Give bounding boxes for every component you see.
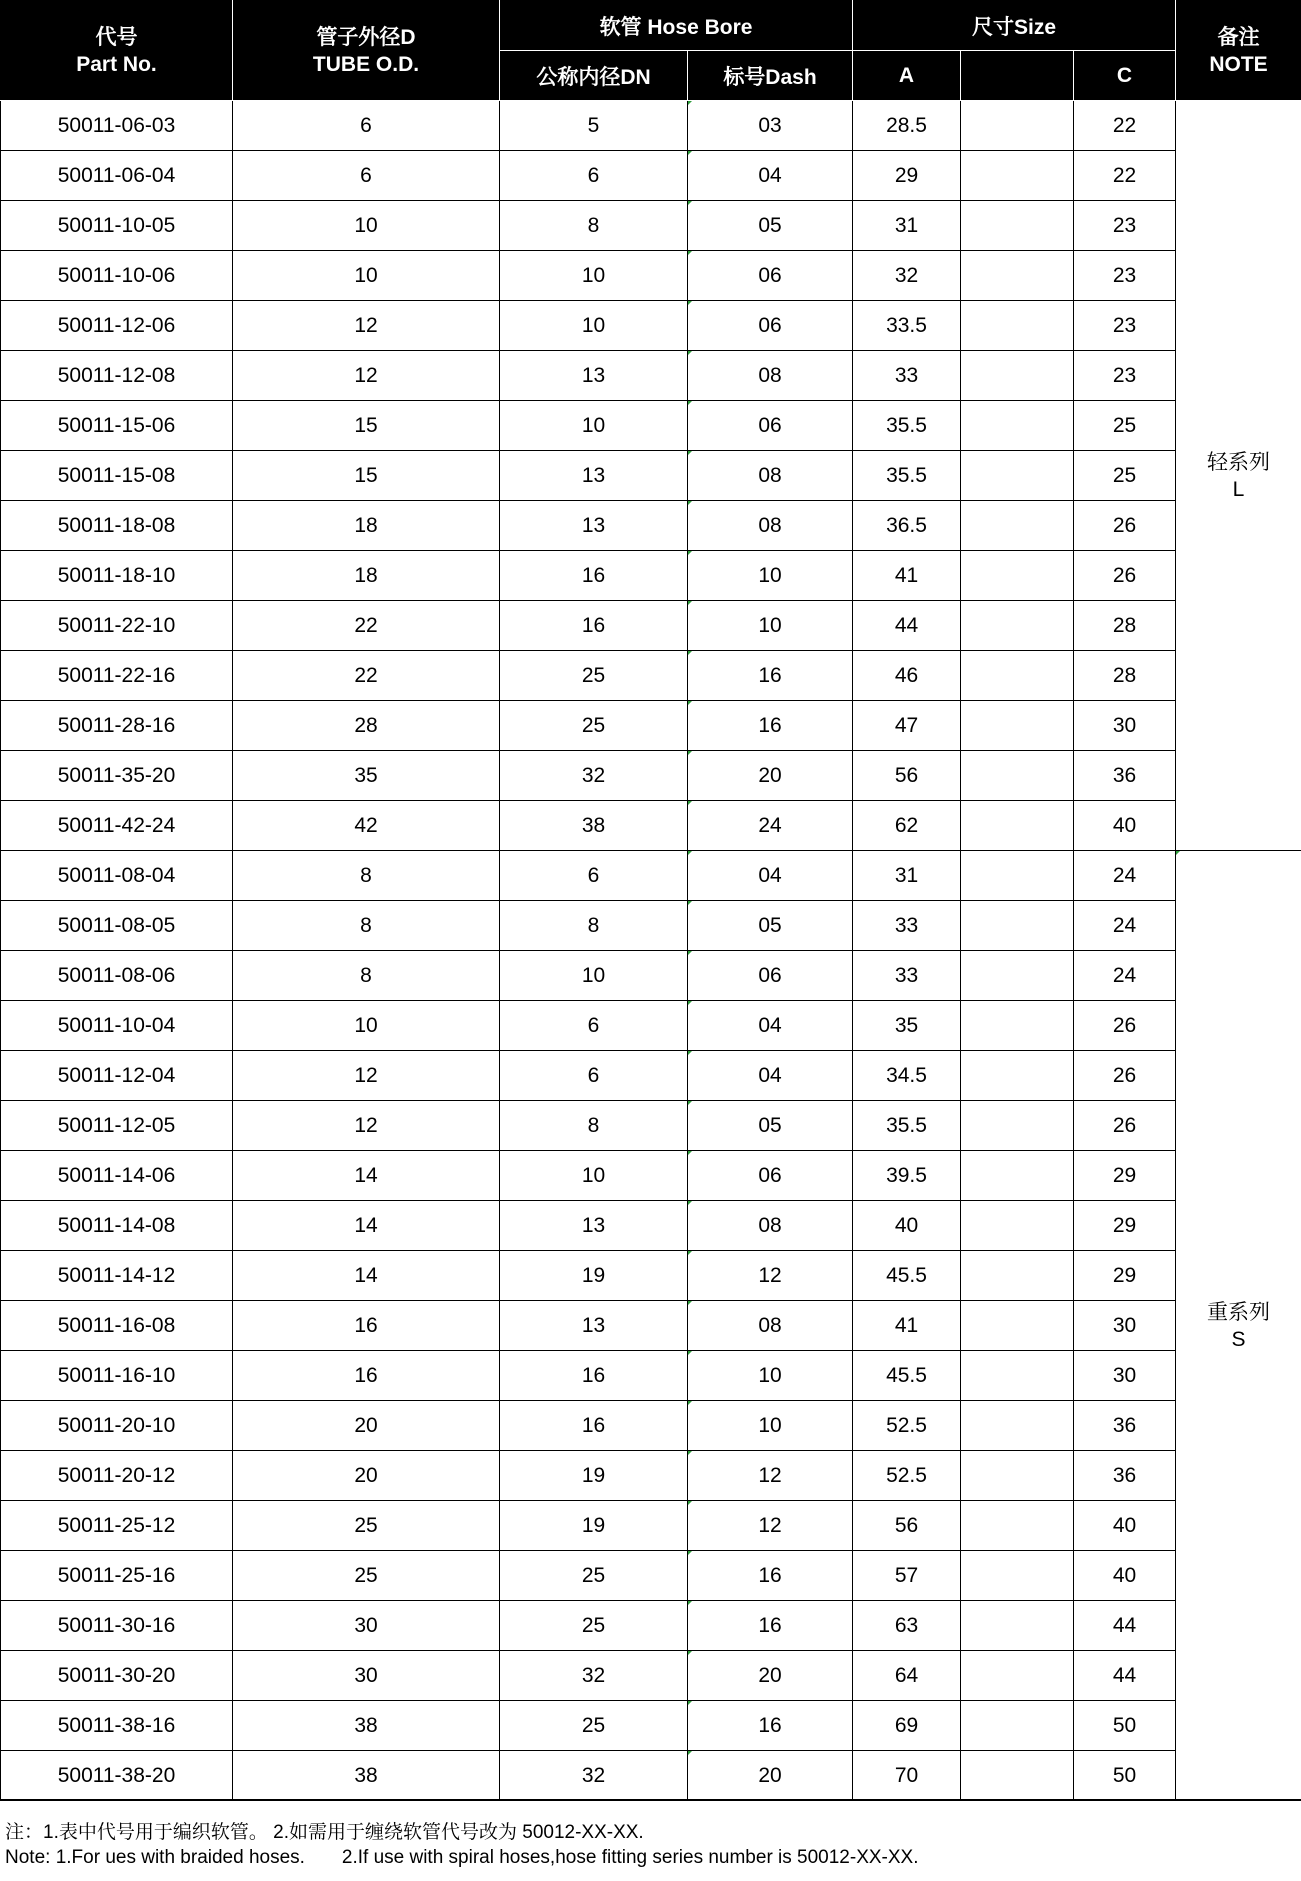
table-row: [1, 1401, 1301, 1451]
c-cell: 50: [1074, 1751, 1176, 1801]
c-cell: 24: [1074, 951, 1176, 1001]
header-note-zh: 备注: [1217, 25, 1260, 49]
a-cell: 33.5: [853, 301, 961, 351]
tube-od-cell: 16: [233, 1301, 500, 1351]
b-cell: [961, 1251, 1074, 1301]
header-part-no-en: Part No.: [76, 52, 157, 76]
table-row: [1, 1001, 1301, 1051]
c-cell: 40: [1074, 1501, 1176, 1551]
part-no-cell: 50011-14-12: [1, 1251, 233, 1301]
part-no-cell: 50011-10-06: [1, 251, 233, 301]
table-row: [1, 201, 1301, 251]
table-row: [1, 751, 1301, 801]
a-cell: 52.5: [853, 1401, 961, 1451]
header-dn: 公称内径DN: [500, 51, 688, 101]
table-row: [1, 1301, 1301, 1351]
part-no-cell: 50011-25-16: [1, 1551, 233, 1601]
tube-od-cell: 20: [233, 1401, 500, 1451]
a-cell: 62: [853, 801, 961, 851]
part-no-cell: 50011-10-04: [1, 1001, 233, 1051]
tube-od-cell: 12: [233, 1051, 500, 1101]
c-cell: 26: [1074, 1001, 1176, 1051]
table-row: [1, 551, 1301, 601]
table-row: [1, 1351, 1301, 1401]
dash-cell: 12: [688, 1251, 853, 1301]
tube-od-cell: 25: [233, 1551, 500, 1601]
tube-od-cell: 14: [233, 1251, 500, 1301]
tube-od-cell: 6: [233, 151, 500, 201]
b-cell: [961, 351, 1074, 401]
c-cell: 36: [1074, 751, 1176, 801]
part-no-cell: 50011-18-10: [1, 551, 233, 601]
dash-cell: 08: [688, 1201, 853, 1251]
tube-od-cell: 38: [233, 1751, 500, 1801]
c-cell: 30: [1074, 701, 1176, 751]
dash-cell: 05: [688, 1101, 853, 1151]
header-c: C: [1074, 51, 1176, 101]
dn-cell: 10: [500, 401, 688, 451]
a-cell: 35.5: [853, 451, 961, 501]
tube-od-cell: 38: [233, 1701, 500, 1751]
footnote: [0, 1799, 1301, 1881]
a-cell: 45.5: [853, 1251, 961, 1301]
dn-cell: 8: [500, 201, 688, 251]
dn-cell: 32: [500, 1751, 688, 1801]
part-no-cell: 50011-08-04: [1, 851, 233, 901]
dash-cell: 03: [688, 101, 853, 151]
dn-cell: 25: [500, 651, 688, 701]
part-no-cell: 50011-38-20: [1, 1751, 233, 1801]
dn-cell: 6: [500, 1001, 688, 1051]
dn-cell: 8: [500, 1101, 688, 1151]
table-row: [1, 251, 1301, 301]
dash-cell: 04: [688, 1001, 853, 1051]
table-row: [1, 651, 1301, 701]
a-cell: 69: [853, 1701, 961, 1751]
header-tube-od-zh: 管子外径D: [316, 25, 416, 49]
a-cell: 31: [853, 851, 961, 901]
part-no-cell: 50011-38-16: [1, 1701, 233, 1751]
a-cell: 57: [853, 1551, 961, 1601]
c-cell: 23: [1074, 301, 1176, 351]
b-cell: [961, 151, 1074, 201]
b-cell: [961, 601, 1074, 651]
note-light-series: [1176, 101, 1301, 851]
c-cell: 44: [1074, 1601, 1176, 1651]
a-cell: 34.5: [853, 1051, 961, 1101]
note-light-en: L: [1232, 477, 1245, 501]
part-no-cell: 50011-12-06: [1, 301, 233, 351]
part-no-cell: 50011-35-20: [1, 751, 233, 801]
table-row: [1, 151, 1301, 201]
dn-cell: 16: [500, 1351, 688, 1401]
tube-od-cell: 15: [233, 451, 500, 501]
dash-cell: 08: [688, 351, 853, 401]
table-row: [1, 1201, 1301, 1251]
a-cell: 32: [853, 251, 961, 301]
part-no-cell: 50011-22-16: [1, 651, 233, 701]
dash-cell: 08: [688, 501, 853, 551]
a-cell: 56: [853, 1501, 961, 1551]
b-cell: [961, 501, 1074, 551]
dash-cell: 20: [688, 1651, 853, 1701]
b-cell: [961, 951, 1074, 1001]
table-row: [1, 951, 1301, 1001]
table-row: [1, 1151, 1301, 1201]
part-no-cell: 50011-12-08: [1, 351, 233, 401]
c-cell: 24: [1074, 901, 1176, 951]
c-cell: 25: [1074, 451, 1176, 501]
tube-od-cell: 10: [233, 201, 500, 251]
b-cell: [961, 1051, 1074, 1101]
table-row: [1, 451, 1301, 501]
tube-od-cell: 30: [233, 1601, 500, 1651]
header-tube-od: [233, 1, 500, 101]
dash-cell: 24: [688, 801, 853, 851]
part-no-cell: 50011-15-06: [1, 401, 233, 451]
a-cell: 39.5: [853, 1151, 961, 1201]
dn-cell: 16: [500, 551, 688, 601]
table-row: [1, 701, 1301, 751]
part-no-cell: 50011-22-10: [1, 601, 233, 651]
part-no-cell: 50011-06-04: [1, 151, 233, 201]
header-a: A: [853, 51, 961, 101]
tube-od-cell: 12: [233, 1101, 500, 1151]
c-cell: 29: [1074, 1201, 1176, 1251]
b-cell: [961, 651, 1074, 701]
dash-cell: 12: [688, 1451, 853, 1501]
header-part-no: [1, 1, 233, 101]
a-cell: 45.5: [853, 1351, 961, 1401]
dash-cell: 06: [688, 301, 853, 351]
dn-cell: 13: [500, 501, 688, 551]
a-cell: 35: [853, 1001, 961, 1051]
table-row: [1, 1501, 1301, 1551]
tube-od-cell: 15: [233, 401, 500, 451]
a-cell: 63: [853, 1601, 961, 1651]
tube-od-cell: 10: [233, 1001, 500, 1051]
header-tube-od-en: TUBE O.D.: [312, 52, 420, 76]
b-cell: [961, 1601, 1074, 1651]
part-no-cell: 50011-18-08: [1, 501, 233, 551]
tube-od-cell: 12: [233, 301, 500, 351]
dn-cell: 25: [500, 701, 688, 751]
b-cell: [961, 801, 1074, 851]
tube-od-cell: 6: [233, 101, 500, 151]
dn-cell: 32: [500, 1651, 688, 1701]
dn-cell: 25: [500, 1601, 688, 1651]
c-cell: 28: [1074, 651, 1176, 701]
dn-cell: 10: [500, 1151, 688, 1201]
tube-od-cell: 30: [233, 1651, 500, 1701]
table-row: [1, 501, 1301, 551]
b-cell: [961, 1451, 1074, 1501]
table-row: [1, 1451, 1301, 1501]
dash-cell: 10: [688, 601, 853, 651]
a-cell: 31: [853, 201, 961, 251]
table-row: [1, 851, 1301, 901]
part-no-cell: 50011-20-10: [1, 1401, 233, 1451]
tube-od-cell: 22: [233, 651, 500, 701]
b-cell: [961, 401, 1074, 451]
tube-od-cell: 18: [233, 501, 500, 551]
dn-cell: 5: [500, 101, 688, 151]
b-cell: [961, 1551, 1074, 1601]
tube-od-cell: 8: [233, 951, 500, 1001]
note-light-zh: 轻系列: [1207, 450, 1270, 474]
dn-cell: 10: [500, 251, 688, 301]
a-cell: 36.5: [853, 501, 961, 551]
c-cell: 40: [1074, 801, 1176, 851]
a-cell: 47: [853, 701, 961, 751]
c-cell: 50: [1074, 1701, 1176, 1751]
a-cell: 28.5: [853, 101, 961, 151]
part-no-cell: 50011-20-12: [1, 1451, 233, 1501]
a-cell: 52.5: [853, 1451, 961, 1501]
a-cell: 70: [853, 1751, 961, 1801]
dash-cell: 08: [688, 1301, 853, 1351]
header-size: 尺寸Size: [853, 1, 1176, 51]
b-cell: [961, 1201, 1074, 1251]
dn-cell: 25: [500, 1551, 688, 1601]
c-cell: 28: [1074, 601, 1176, 651]
a-cell: 33: [853, 951, 961, 1001]
table-row: [1, 1551, 1301, 1601]
b-cell: [961, 1701, 1074, 1751]
c-cell: 23: [1074, 201, 1176, 251]
b-cell: [961, 1301, 1074, 1351]
dn-cell: 19: [500, 1251, 688, 1301]
b-cell: [961, 901, 1074, 951]
dn-cell: 32: [500, 751, 688, 801]
dn-cell: 25: [500, 1701, 688, 1751]
a-cell: 41: [853, 1301, 961, 1351]
table-header: [1, 1, 1301, 101]
dash-cell: 06: [688, 401, 853, 451]
table-row: [1, 1601, 1301, 1651]
dash-cell: 05: [688, 901, 853, 951]
part-no-cell: 50011-42-24: [1, 801, 233, 851]
dn-cell: 8: [500, 901, 688, 951]
dash-cell: 06: [688, 251, 853, 301]
header-dash: 标号Dash: [688, 51, 853, 101]
table-row: [1, 1251, 1301, 1301]
c-cell: 22: [1074, 101, 1176, 151]
header-note: [1176, 1, 1301, 101]
table-row: [1, 1051, 1301, 1101]
c-cell: 26: [1074, 551, 1176, 601]
b-cell: [961, 1101, 1074, 1151]
dash-cell: 10: [688, 1351, 853, 1401]
dn-cell: 10: [500, 301, 688, 351]
dash-cell: 20: [688, 1751, 853, 1801]
b-cell: [961, 1651, 1074, 1701]
c-cell: 25: [1074, 401, 1176, 451]
b-cell: [961, 301, 1074, 351]
c-cell: 30: [1074, 1351, 1176, 1401]
c-cell: 22: [1074, 151, 1176, 201]
tube-od-cell: 14: [233, 1201, 500, 1251]
c-cell: 40: [1074, 1551, 1176, 1601]
dash-cell: 05: [688, 201, 853, 251]
b-cell: [961, 101, 1074, 151]
c-cell: 23: [1074, 251, 1176, 301]
a-cell: 64: [853, 1651, 961, 1701]
table-row: [1, 101, 1301, 151]
dash-cell: 16: [688, 701, 853, 751]
a-cell: 56: [853, 751, 961, 801]
tube-od-cell: 12: [233, 351, 500, 401]
a-cell: 46: [853, 651, 961, 701]
tube-od-cell: 16: [233, 1351, 500, 1401]
dn-cell: 6: [500, 1051, 688, 1101]
a-cell: 40: [853, 1201, 961, 1251]
dn-cell: 19: [500, 1451, 688, 1501]
dash-cell: 04: [688, 151, 853, 201]
tube-od-cell: 42: [233, 801, 500, 851]
tube-od-cell: 35: [233, 751, 500, 801]
part-no-cell: 50011-10-05: [1, 201, 233, 251]
b-cell: [961, 701, 1074, 751]
tube-od-cell: 22: [233, 601, 500, 651]
a-cell: 35.5: [853, 1101, 961, 1151]
dash-cell: 04: [688, 851, 853, 901]
dash-cell: 16: [688, 1551, 853, 1601]
tube-od-cell: 28: [233, 701, 500, 751]
b-cell: [961, 1501, 1074, 1551]
dn-cell: 13: [500, 351, 688, 401]
dn-cell: 13: [500, 1301, 688, 1351]
table-row: [1, 1651, 1301, 1701]
b-cell: [961, 451, 1074, 501]
b-cell: [961, 1351, 1074, 1401]
tube-od-cell: 14: [233, 1151, 500, 1201]
table-row: [1, 901, 1301, 951]
b-cell: [961, 1151, 1074, 1201]
tube-od-cell: 10: [233, 251, 500, 301]
a-cell: 33: [853, 901, 961, 951]
part-no-cell: 50011-30-16: [1, 1601, 233, 1651]
part-no-cell: 50011-06-03: [1, 101, 233, 151]
table-row: [1, 351, 1301, 401]
b-cell: [961, 201, 1074, 251]
a-cell: 29: [853, 151, 961, 201]
c-cell: 26: [1074, 1051, 1176, 1101]
table-row: [1, 1101, 1301, 1151]
part-no-cell: 50011-14-06: [1, 1151, 233, 1201]
part-no-cell: 50011-30-20: [1, 1651, 233, 1701]
tube-od-cell: 8: [233, 901, 500, 951]
dn-cell: 38: [500, 801, 688, 851]
dash-cell: 04: [688, 1051, 853, 1101]
dn-cell: 6: [500, 851, 688, 901]
tube-od-cell: 18: [233, 551, 500, 601]
dash-cell: 16: [688, 651, 853, 701]
b-cell: [961, 1001, 1074, 1051]
c-cell: 26: [1074, 1101, 1176, 1151]
part-no-cell: 50011-28-16: [1, 701, 233, 751]
part-no-cell: 50011-14-08: [1, 1201, 233, 1251]
dash-cell: 16: [688, 1701, 853, 1751]
table-row: [1, 1701, 1301, 1751]
a-cell: 33: [853, 351, 961, 401]
dn-cell: 13: [500, 1201, 688, 1251]
b-cell: [961, 851, 1074, 901]
dn-cell: 19: [500, 1501, 688, 1551]
c-cell: 36: [1074, 1401, 1176, 1451]
tube-od-cell: 25: [233, 1501, 500, 1551]
a-cell: 44: [853, 601, 961, 651]
c-cell: 24: [1074, 851, 1176, 901]
dn-cell: 16: [500, 601, 688, 651]
a-cell: 41: [853, 551, 961, 601]
c-cell: 30: [1074, 1301, 1176, 1351]
dash-cell: 20: [688, 751, 853, 801]
c-cell: 26: [1074, 501, 1176, 551]
a-cell: 35.5: [853, 401, 961, 451]
header-note-en: NOTE: [1209, 52, 1268, 76]
table-row: [1, 301, 1301, 351]
part-no-cell: 50011-08-05: [1, 901, 233, 951]
table-row: [1, 801, 1301, 851]
dash-cell: 10: [688, 1401, 853, 1451]
b-cell: [961, 251, 1074, 301]
part-no-cell: 50011-15-08: [1, 451, 233, 501]
header-b: [961, 51, 1074, 101]
dash-cell: 16: [688, 1601, 853, 1651]
part-no-cell: 50011-08-06: [1, 951, 233, 1001]
note-heavy-en: S: [1231, 1327, 1246, 1351]
tube-od-cell: 8: [233, 851, 500, 901]
dn-cell: 10: [500, 951, 688, 1001]
dn-cell: 13: [500, 451, 688, 501]
part-no-cell: 50011-12-05: [1, 1101, 233, 1151]
dash-cell: 10: [688, 551, 853, 601]
dash-cell: 08: [688, 451, 853, 501]
dash-cell: 06: [688, 1151, 853, 1201]
header-part-no-zh: 代号: [95, 25, 138, 49]
c-cell: 29: [1074, 1251, 1176, 1301]
table-row: [1, 1751, 1301, 1801]
c-cell: 23: [1074, 351, 1176, 401]
note-heavy-zh: 重系列: [1207, 1300, 1270, 1324]
dash-cell: 06: [688, 951, 853, 1001]
footnote-en: Note: 1.For ues with braided hoses. 2.If use with spiral hoses,hose fitting series number is 50012-XX-XX.: [5, 1847, 919, 1868]
c-cell: 29: [1074, 1151, 1176, 1201]
dn-cell: 6: [500, 151, 688, 201]
c-cell: 44: [1074, 1651, 1176, 1701]
table-body: [1, 101, 1301, 1801]
b-cell: [961, 551, 1074, 601]
part-no-cell: 50011-16-08: [1, 1301, 233, 1351]
table-row: [1, 401, 1301, 451]
header-hose-bore: 软管 Hose Bore: [500, 1, 853, 51]
footnote-zh: 注：1.表中代号用于编织软管。 2.如需用于缠绕软管代号改为 50012-XX-XX.: [5, 1822, 644, 1843]
b-cell: [961, 751, 1074, 801]
table-row: [1, 601, 1301, 651]
b-cell: [961, 1401, 1074, 1451]
dn-cell: 16: [500, 1401, 688, 1451]
b-cell: [961, 1751, 1074, 1801]
part-no-cell: 50011-12-04: [1, 1051, 233, 1101]
part-no-cell: 50011-16-10: [1, 1351, 233, 1401]
c-cell: 36: [1074, 1451, 1176, 1501]
dash-cell: 12: [688, 1501, 853, 1551]
part-no-cell: 50011-25-12: [1, 1501, 233, 1551]
note-heavy-series: [1176, 851, 1301, 1801]
tube-od-cell: 20: [233, 1451, 500, 1501]
